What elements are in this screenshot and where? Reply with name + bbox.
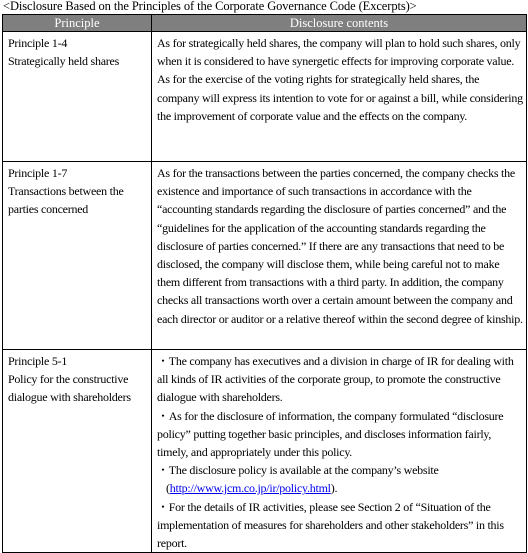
principle-id: Principle 1-7: [8, 166, 68, 180]
contents-paragraph: ・As for the disclosure of information, the company formulated “disclosure policy” putting together basic principles, and discloses information fairly, timely, and appropriately under this policy.: [157, 408, 504, 460]
table-row: [3, 162, 527, 350]
contents-paragraph: As for the transactions between the parties concerned, the company checks the existence and importance of such transactions in accordance with the “accounting standards regarding the disclosure of parties concerned” and the “guidelines for the application of the accounting standards regarding the disclosure of parties concerned.” If there are any transactions that need to be disclosed, the company will disclose them, while being careful not to make them different from transactions with a third party. In addition, the company checks all transactions worth over a certain amount between the company and each director or auditor or a relative thereof within the second degree of kinship.: [157, 166, 523, 326]
principle-column-header: Principle: [3, 15, 152, 32]
table-caption: <Disclosure Based on the Principles of the Corporate Governance Code (Excerpts)>: [3, 0, 417, 13]
contents-paragraph: ・The disclosure policy is available at the company’s website: [157, 463, 439, 478]
principle-cell: [3, 162, 152, 350]
principle-name: Transactions between the parties concerned: [8, 184, 124, 217]
contents-paragraph: ・The company has executives and a division in charge of IR for dealing with all kinds of IR activities of the corporate group, to promote the constructive dialogue with shareholders.: [157, 354, 514, 405]
table-row: [3, 350, 527, 553]
principle-cell: [3, 350, 152, 553]
principle-name: Strategically held shares: [8, 54, 120, 69]
policy-link-line: [157, 479, 523, 497]
contents-paragraph: ・For the details of IR activities, please see Section 2 of “Situation of the implementation of measures for shareholders and other stakeholders” in this report.: [157, 499, 504, 551]
table-row: [3, 32, 527, 162]
link-suffix: ).: [330, 481, 338, 496]
disclosure-policy-link[interactable]: http://www.jcm.co.jp/ir/policy.html: [169, 481, 331, 496]
contents-paragraph: As for strategically held shares, the company will plan to hold such shares, only when it is considered to have synergetic effects for improving corporate value. As for the exercise of the voting rights for strategically held shares, the company will express its intention to vote for or against a bill, while considering the improvement of corporate value and the effects on the company.: [157, 36, 523, 123]
principle-id: Principle 1-4: [8, 36, 68, 50]
header-row: [3, 15, 527, 32]
principle-id: Principle 5-1: [8, 354, 68, 368]
contents-column-header: Disclosure contents: [152, 15, 527, 32]
contents-cell: [152, 32, 527, 162]
principle-cell: [3, 32, 152, 162]
contents-cell: [152, 162, 527, 350]
disclosure-table: [2, 14, 527, 553]
principle-name: Policy for the constructive dialogue with shareholders: [8, 372, 131, 405]
link-prefix: (: [166, 481, 170, 496]
contents-cell: [152, 350, 527, 553]
